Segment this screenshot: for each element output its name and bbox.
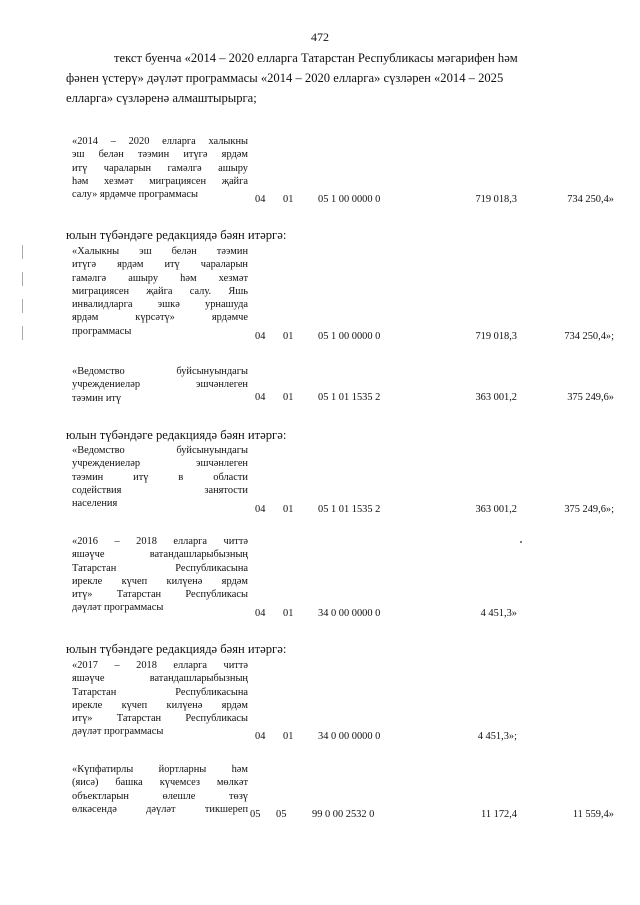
desc-line: дәүләт программасы — [72, 726, 164, 738]
section-heading: юлын түбәндәге редакциядә бәян итәргә: — [66, 642, 287, 656]
desc-line: итү» Татарстан Республикасы — [72, 713, 248, 725]
intro-line-3: елларга» сүзләренә алмаштырырга; — [66, 91, 257, 105]
desc-line: салу» ярдәмче программасы — [72, 189, 198, 201]
margin-mark — [22, 245, 23, 259]
desc-line: Татарстан Республикасына — [72, 686, 248, 698]
desc-line: тәэмин итү — [72, 392, 122, 404]
intro-line-2: фәнен үстерү» дәүләт программасы «2014 – 2020 елларга» сүзләрен «2014 – 2025 — [66, 71, 504, 85]
amount-2025-cell: 11 559,4» — [572, 809, 614, 820]
desc-line: учреждениеләр эшчәнлеген — [72, 379, 248, 391]
code-cell: 34 0 00 0000 0 — [318, 608, 381, 619]
desc-line: программасы — [72, 325, 132, 337]
desc-line: яшәүче ватандашларыбызның — [72, 549, 248, 561]
razdel-cell: 04 — [255, 331, 266, 342]
razdel-cell: 04 — [255, 504, 266, 515]
podrazdel-cell: 01 — [283, 504, 294, 515]
row-description — [72, 535, 248, 615]
page-number: 472 — [311, 30, 329, 44]
desc-line: гамәлгә ашыру һәм хезмәт — [72, 272, 248, 284]
razdel-cell: 04 — [255, 194, 266, 205]
amount-2025-cell: 734 250,4»; — [564, 331, 614, 342]
code-cell: 05 1 00 0000 0 — [318, 194, 381, 205]
desc-line: яшәүче ватандашларыбызның — [72, 673, 248, 685]
desc-line: учреждениеләр эшчәнлеген — [72, 458, 248, 470]
code-cell: 34 0 00 0000 0 — [318, 731, 381, 742]
podrazdel-cell: 05 — [276, 809, 287, 820]
desc-line: «2016 – 2018 елларга читтә — [72, 536, 248, 547]
razdel-cell: 04 — [255, 608, 266, 619]
podrazdel-cell: 01 — [283, 731, 294, 742]
desc-line: итү чараларын гамәлгә ашыру — [72, 162, 248, 174]
row-description — [72, 135, 248, 201]
desc-line: инвалидларга эшкә урнашуда — [72, 299, 248, 311]
code-cell: 05 1 00 0000 0 — [318, 331, 381, 342]
podrazdel-cell: 01 — [283, 608, 294, 619]
desc-line: өлкәсендә дәүләт тикшереп — [72, 803, 248, 815]
intro-paragraph — [66, 48, 614, 108]
desc-line: «Ведомство буйсынуындагы — [72, 366, 248, 377]
desc-line: «2014 – 2020 елларга халыкны — [72, 136, 248, 147]
amount-2024-cell: 363 001,2 — [475, 392, 517, 403]
razdel-cell: 04 — [255, 731, 266, 742]
amount-2024-cell: 719 018,3 — [475, 194, 517, 205]
desc-line: эш белән тәэмин итүгә ярдәм — [72, 149, 248, 161]
podrazdel-cell: 01 — [283, 331, 294, 342]
intro-line-1: текст буенча «2014 – 2020 елларга Татарстан Республикасы мәгарифен һәм — [114, 51, 518, 65]
podrazdel-cell: 01 — [283, 392, 294, 403]
amount-2024-cell: 4 451,3» — [480, 608, 517, 619]
amount-2025-cell: 375 249,6»; — [564, 504, 614, 515]
margin-mark — [22, 299, 23, 313]
row-description — [72, 245, 248, 338]
desc-line: һәм хезмәт миграциясен җайга — [72, 175, 248, 187]
row-description — [72, 659, 248, 739]
desc-line: ирекле күчеп килүенә ярдәм — [72, 575, 248, 587]
amount-2025-cell: 734 250,4» — [567, 194, 614, 205]
razdel-cell: 04 — [255, 392, 266, 403]
desc-line: ирекле күчеп килүенә ярдәм — [72, 699, 248, 711]
desc-line: итү» Татарстан Республикасы — [72, 589, 248, 601]
desc-line: населения — [72, 498, 118, 510]
amount-2024-cell: 11 172,4 — [481, 809, 517, 820]
desc-line: ярдәм күрсәтү» ярдәмче — [72, 312, 248, 324]
desc-line: «Күпфатирлы йортларны һәм — [72, 764, 248, 775]
code-cell: 99 0 00 2532 0 — [312, 809, 375, 820]
amount-2024-cell: 4 451,3»; — [477, 731, 517, 742]
desc-line: содействия занятости — [72, 484, 248, 496]
desc-line: дәүләт программасы — [72, 602, 164, 614]
code-cell: 05 1 01 1535 2 — [318, 504, 381, 515]
desc-line: итүгә ярдәм итү чараларын — [72, 259, 248, 271]
section-heading: юлын түбәндәге редакциядә бәян итәргә: — [66, 228, 287, 242]
code-cell: 05 1 01 1535 2 — [318, 392, 381, 403]
scan-speck — [520, 541, 522, 543]
margin-mark — [22, 272, 23, 286]
desc-line: (яисә) башка күчемсез мөлкәт — [72, 777, 248, 789]
desc-line: «2017 – 2018 елларга читтә — [72, 660, 248, 671]
razdel-cell: 05 — [250, 809, 261, 820]
amount-2024-cell: 719 018,3 — [475, 331, 517, 342]
desc-line: миграциясен җайга салу. Яшь — [72, 285, 248, 297]
desc-line: тәэмин итү в области — [72, 471, 248, 483]
desc-line: «Халыкны эш белән тәэмин — [72, 246, 248, 257]
podrazdel-cell: 01 — [283, 194, 294, 205]
amount-2025-cell: 375 249,6» — [567, 392, 614, 403]
desc-line: объектларын өлешле төзү — [72, 790, 248, 802]
section-heading: юлын түбәндәге редакциядә бәян итәргә: — [66, 428, 287, 442]
desc-line: Татарстан Республикасына — [72, 562, 248, 574]
desc-line: «Ведомство буйсынуындагы — [72, 445, 248, 456]
row-description — [72, 444, 248, 510]
amount-2024-cell: 363 001,2 — [475, 504, 517, 515]
